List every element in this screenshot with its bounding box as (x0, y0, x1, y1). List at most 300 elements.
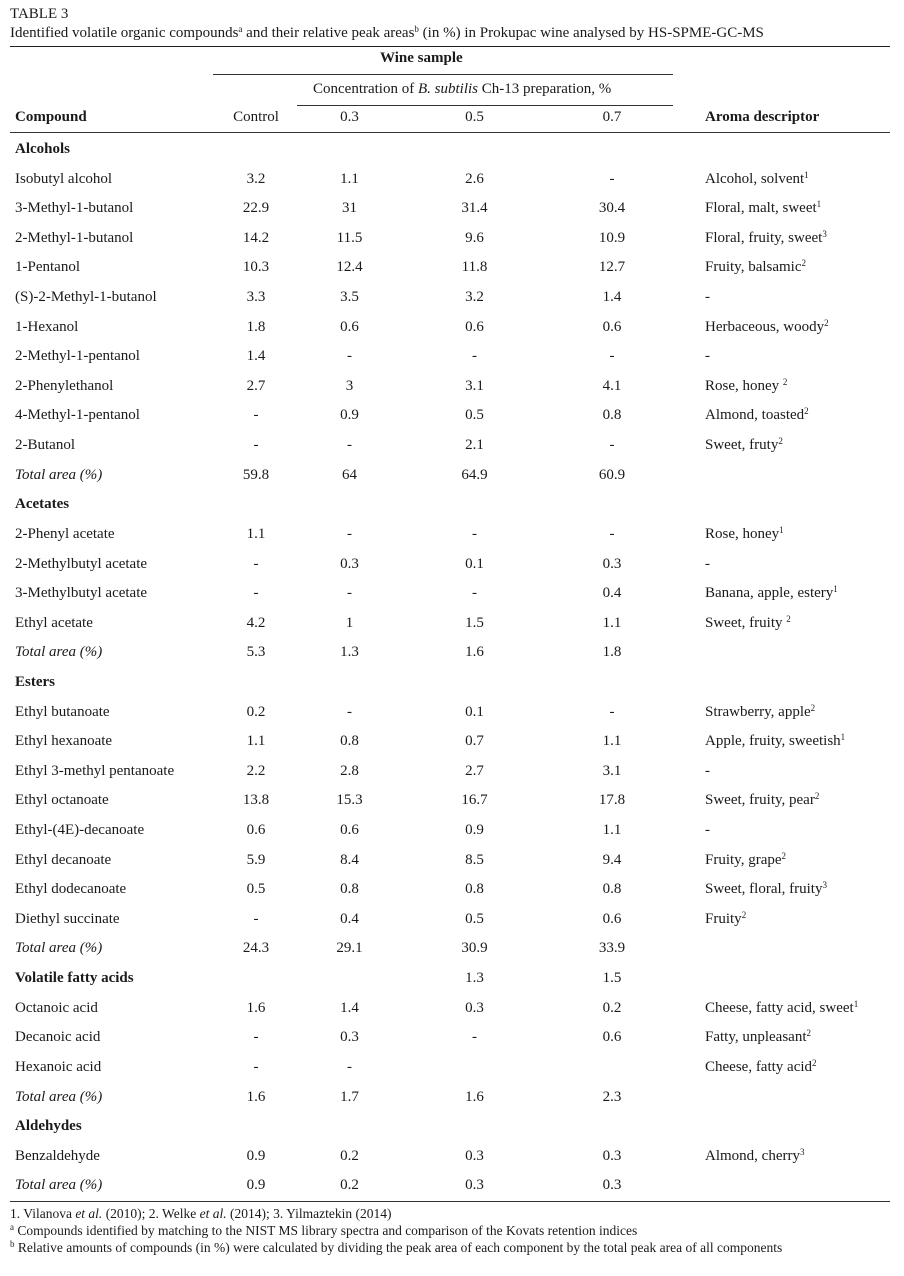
control-value: - (253, 437, 259, 454)
footnote-text: (2014); 3. Yilmaztekin (2014) (226, 1205, 392, 1221)
group-name: Esters (15, 673, 55, 690)
conc-05-value: 0.8 (465, 881, 484, 898)
compound-name: 2-Butanol (15, 437, 75, 454)
conc-07-value: 0.6 (602, 318, 622, 335)
compound-row (10, 1142, 890, 1172)
compound-name: 2-Methyl-1-pentanol (15, 348, 140, 365)
conc-03-value: 1.3 (340, 644, 359, 661)
compound-row (10, 846, 890, 876)
aroma-descriptor (705, 224, 827, 254)
conc-05-value: 0.5 (465, 407, 484, 424)
wine-sample-rule (213, 74, 673, 75)
compound-row (10, 1053, 890, 1083)
reference-mark: 2 (801, 258, 807, 269)
conc-03-value: 0.3 (340, 1029, 359, 1046)
compound-row (10, 579, 890, 609)
compound-row (10, 342, 890, 372)
conc-07-value: 12.7 (598, 259, 626, 276)
total-row (10, 1083, 890, 1113)
control-value: 1.1 (246, 733, 266, 750)
conc-07-value: 0.3 (602, 555, 622, 572)
conc-07-value: 0.3 (602, 1147, 622, 1164)
compound-row (10, 1023, 890, 1053)
compound-name: 2-Methylbutyl acetate (15, 555, 148, 572)
conc-03-value: - (347, 1058, 352, 1075)
conc-05-value: 0.1 (465, 703, 484, 720)
conc-05-value: 0.6 (465, 318, 484, 335)
conc-03-value: 0.8 (340, 733, 359, 750)
conc-05-value: 1.6 (465, 1088, 484, 1105)
conc-03-value: 1.4 (340, 999, 359, 1016)
footnote-mark: b (10, 1238, 15, 1249)
compound-name: Ethyl octanoate (15, 792, 109, 809)
group-heading-row (10, 135, 890, 165)
conc-05-value: 0.9 (465, 822, 484, 839)
compound-row (10, 757, 890, 787)
conc-07-value: 1.1 (602, 733, 622, 750)
control-value: 0.9 (246, 1147, 266, 1164)
compound-column-header: Compound (15, 109, 87, 125)
conc-05-value: 0.3 (465, 999, 484, 1016)
conc-05-value: - (472, 525, 477, 542)
conc-07-value: 0.2 (602, 999, 622, 1016)
compound-row (10, 372, 890, 402)
aroma-text: - (705, 762, 710, 779)
conc-03-value: 31 (342, 200, 357, 217)
compound-name: Ethyl decanoate (15, 851, 112, 868)
conc-07-value: 1.1 (602, 822, 622, 839)
conc-05-column-header: 0.5 (465, 109, 484, 125)
conc-03-value: 0.4 (340, 910, 359, 927)
conc-05-value: - (472, 585, 477, 602)
conc-03-value: 0.6 (340, 822, 359, 839)
compound-name: 3-Methyl-1-butanol (15, 200, 134, 217)
compound-name: Hexanoic acid (15, 1058, 102, 1075)
concentration-text: Concentration of (313, 81, 418, 97)
conc-05-value: 2.7 (465, 762, 484, 779)
conc-05-value: 2.6 (465, 170, 484, 187)
compound-name: 1-Hexanol (15, 318, 79, 335)
group-heading-row (10, 490, 890, 520)
species-name: B. subtilis (417, 81, 478, 97)
footnote-text: Compounds identified by matching to the NIST MS library spectra and comparison of the Kovats retention indices (14, 1222, 638, 1238)
conc-07-value: 9.4 (602, 851, 622, 868)
control-value: 10.3 (242, 259, 270, 276)
conc-03-value: 1 (345, 614, 354, 631)
compound-row (10, 727, 890, 757)
aroma-text: Rose, honey (705, 377, 783, 394)
caption-text: and their relative peak areas (242, 25, 415, 41)
control-value: 22.9 (242, 200, 270, 217)
reference-mark: 3 (799, 1146, 805, 1157)
group-heading-row (10, 1112, 890, 1142)
aroma-column-header: Aroma descriptor (705, 109, 820, 125)
conc-07-value: 2.3 (602, 1088, 622, 1105)
aroma-descriptor (705, 342, 710, 372)
aroma-text: Floral, fruity, sweet (705, 229, 823, 246)
reference-mark: 1 (833, 584, 838, 595)
aroma-text: - (705, 555, 710, 572)
conc-03-value: 0.9 (340, 407, 359, 424)
compound-name: 4-Methyl-1-pentanol (15, 407, 140, 424)
conc-05-value: 31.4 (461, 200, 488, 217)
reference-mark: 2 (786, 613, 791, 624)
control-value: 5.9 (246, 851, 266, 868)
compound-row (10, 816, 890, 846)
group-heading-row (10, 964, 890, 994)
conc-07-value: 1.4 (602, 289, 622, 306)
conc-07-value: 1.8 (602, 644, 622, 661)
conc-07-value: 17.8 (598, 792, 626, 809)
reference-mark: 2 (741, 909, 747, 920)
compound-name: Ethyl-(4E)-decanoate (15, 822, 145, 839)
conc-03-value: 2.8 (340, 762, 359, 779)
conc-03-value: - (347, 348, 352, 365)
conc-07-value: 10.9 (598, 229, 626, 246)
conc-05-value: 0.3 (465, 1147, 484, 1164)
conc-05-value: 64.9 (461, 466, 488, 483)
aroma-text: Sweet, fruty (705, 437, 779, 454)
aroma-text: Almond, toasted (705, 407, 805, 424)
caption-text: Identified volatile organic compounds (10, 25, 239, 41)
compound-name: 3-Methylbutyl acetate (15, 585, 148, 602)
conc-05-value: 2.1 (465, 437, 484, 454)
control-value: 0.6 (246, 822, 266, 839)
compound-row (10, 698, 890, 728)
group-name: Volatile fatty acids (15, 970, 134, 987)
table-caption (10, 24, 890, 46)
control-value: - (253, 555, 259, 572)
reference-mark: 1 (816, 199, 822, 210)
conc-03-value: 15.3 (336, 792, 363, 809)
conc-05-value: 0.3 (465, 1177, 484, 1194)
conc-07-value: 3.1 (602, 762, 622, 779)
reference-mark: 2 (778, 436, 783, 447)
aroma-descriptor (705, 905, 746, 935)
aroma-text: Strawberry, apple (705, 703, 811, 720)
aroma-descriptor (705, 727, 845, 757)
reference-mark: 1 (840, 732, 846, 743)
control-value: 1.6 (246, 1088, 266, 1105)
control-column-header: Control (233, 109, 279, 125)
conc-03-value: - (347, 585, 352, 602)
conc-03-value: - (347, 437, 352, 454)
conc-03-value: 0.2 (340, 1177, 359, 1194)
control-value: 2.7 (246, 377, 266, 394)
reference-mark: 3 (822, 880, 827, 891)
conc-07-column-header: 0.7 (602, 109, 622, 125)
aroma-descriptor (705, 401, 809, 431)
aroma-text: Banana, apple, estery (705, 585, 834, 602)
control-value: 1.8 (246, 318, 266, 335)
control-value: 24.3 (242, 940, 270, 957)
aroma-text: Rose, honey (705, 525, 780, 542)
conc-03-value: 0.3 (340, 555, 359, 572)
compound-row (10, 550, 890, 580)
conc-05-value: 0.7 (465, 733, 484, 750)
conc-05-value: 1.3 (465, 970, 484, 987)
aroma-text: Cheese, fatty acid, sweet (705, 999, 854, 1016)
compound-name: Decanoic acid (15, 1029, 101, 1046)
footnote-text: 1. Vilanova (10, 1205, 76, 1221)
conc-07-value: - (609, 525, 615, 542)
aroma-descriptor (705, 550, 710, 580)
conc-05-value: 3.2 (465, 289, 484, 306)
aroma-text: Sweet, fruity, pear (705, 792, 815, 809)
aroma-text: Fruity, grape (705, 851, 782, 868)
compound-name: Ethyl dodecanoate (15, 881, 127, 898)
compound-row (10, 253, 890, 283)
reference-mark: 2 (806, 1028, 812, 1039)
reference-mark: 2 (812, 1057, 817, 1068)
aroma-descriptor (705, 757, 710, 787)
conc-03-value: 1.7 (340, 1088, 359, 1105)
table-label: TABLE 3 (10, 6, 69, 22)
conc-03-value: 1.1 (340, 170, 359, 187)
conc-07-value: - (609, 348, 615, 365)
compound-row (10, 313, 890, 343)
compound-row (10, 520, 890, 550)
aroma-text: Fatty, unpleasant (705, 1029, 807, 1046)
conc-03-column-header: 0.3 (340, 109, 359, 125)
group-name: Acetates (15, 496, 70, 513)
footnote-text: et al. (199, 1205, 227, 1221)
conc-03-value: 0.6 (340, 318, 359, 335)
compound-name: Ethyl hexanoate (15, 733, 113, 750)
aroma-descriptor (705, 165, 809, 195)
conc-07-value: 0.6 (602, 910, 622, 927)
conc-03-value: 11.5 (336, 229, 363, 246)
total-row (10, 638, 890, 668)
aroma-text: Apple, fruity, sweetish (705, 733, 841, 750)
conc-07-value: 0.8 (602, 407, 622, 424)
total-row (10, 1171, 890, 1201)
compound-row (10, 194, 890, 224)
conc-03-value: 0.8 (340, 881, 359, 898)
control-value: 2.2 (246, 762, 266, 779)
conc-05-value: - (472, 1029, 477, 1046)
conc-07-value: - (609, 170, 615, 187)
reference-mark: 2 (810, 702, 816, 713)
reference-mark: 2 (824, 317, 829, 328)
control-value: 0.9 (246, 1177, 266, 1194)
aroma-text: Sweet, fruity (705, 614, 787, 631)
conc-03-value: 3 (345, 377, 354, 394)
reference-mark: 1 (804, 169, 809, 180)
reference-mark: 1 (779, 524, 784, 535)
compound-row (10, 875, 890, 905)
aroma-descriptor (705, 372, 787, 402)
compound-name: Isobutyl alcohol (15, 170, 113, 187)
conc-03-value: 29.1 (336, 940, 363, 957)
compound-row (10, 609, 890, 639)
conc-03-value: 12.4 (336, 259, 363, 276)
compound-name: Ethyl 3-methyl pentanoate (15, 762, 175, 779)
conc-05-value: 8.5 (465, 851, 484, 868)
conc-07-value: 0.3 (602, 1177, 622, 1194)
aroma-text: - (705, 289, 710, 306)
aroma-text: - (705, 348, 710, 365)
control-value: 14.2 (242, 229, 270, 246)
control-value: 0.5 (246, 881, 266, 898)
aroma-descriptor (705, 579, 838, 609)
compound-name: Octanoic acid (15, 999, 98, 1016)
compound-name: Ethyl acetate (15, 614, 93, 631)
aroma-text: Almond, cherry (705, 1147, 800, 1164)
compound-name: Total area (%) (15, 940, 103, 957)
aroma-descriptor (705, 253, 806, 283)
compound-name: Total area (%) (15, 1177, 103, 1194)
compound-row (10, 224, 890, 254)
concentration-header (313, 81, 611, 98)
aroma-descriptor (705, 283, 710, 313)
footnote-text: et al. (75, 1205, 103, 1221)
compound-row (10, 905, 890, 935)
conc-07-value: 0.6 (602, 1029, 622, 1046)
reference-mark: 2 (782, 376, 788, 387)
compound-row (10, 283, 890, 313)
footnotes (10, 1202, 890, 1256)
aroma-descriptor (705, 698, 815, 728)
aroma-descriptor (705, 1023, 811, 1053)
concentration-rule (297, 105, 673, 106)
conc-05-value: 3.1 (465, 377, 484, 394)
control-value: - (253, 407, 259, 424)
table-body (10, 133, 890, 1201)
reference-mark: 2 (814, 791, 820, 802)
conc-07-value: 30.4 (598, 200, 626, 217)
references-footnote (10, 1205, 890, 1222)
aroma-text: Alcohol, solvent (705, 170, 805, 187)
reference-mark: 3 (822, 228, 827, 239)
group-heading-row (10, 668, 890, 698)
control-value: 0.2 (246, 703, 266, 720)
compound-name: 2-Phenyl acetate (15, 525, 115, 542)
total-row (10, 461, 890, 491)
reference-mark: 1 (853, 998, 859, 1009)
table-header (10, 47, 890, 132)
compound-name: Total area (%) (15, 1088, 103, 1105)
aroma-descriptor (705, 1053, 817, 1083)
conc-05-value: - (472, 348, 477, 365)
compound-row (10, 431, 890, 461)
control-value: - (253, 1029, 259, 1046)
aroma-text: - (705, 822, 710, 839)
footnote-b (10, 1239, 890, 1256)
conc-05-value: 0.5 (465, 910, 484, 927)
aroma-descriptor (705, 994, 858, 1024)
aroma-descriptor (705, 313, 829, 343)
compound-row (10, 994, 890, 1024)
conc-07-value: 4.1 (602, 377, 622, 394)
control-value: 3.3 (246, 289, 266, 306)
compound-name: Benzaldehyde (15, 1147, 100, 1164)
compound-name: 2-Methyl-1-butanol (15, 229, 134, 246)
compound-row (10, 786, 890, 816)
aroma-text: Cheese, fatty acid (705, 1058, 813, 1075)
control-value: 3.2 (246, 170, 266, 187)
conc-05-value: 30.9 (461, 940, 488, 957)
aroma-text: Fruity, balsamic (705, 259, 802, 276)
conc-05-value: 11.8 (461, 259, 488, 276)
conc-03-value: 64 (342, 466, 357, 483)
compound-name: Total area (%) (15, 644, 103, 661)
conc-07-value: 0.4 (602, 585, 622, 602)
conc-05-value: 16.7 (461, 792, 488, 809)
conc-03-value: - (347, 703, 352, 720)
conc-07-value: 1.1 (602, 614, 622, 631)
conc-03-value: 3.5 (340, 289, 359, 306)
conc-07-value: 1.5 (602, 970, 622, 987)
footnote-text: Relative amounts of compounds (in %) were calculated by dividing the peak area of each component by the total peak area of all components (14, 1239, 783, 1255)
aroma-descriptor (705, 786, 819, 816)
conc-05-value: 1.5 (465, 614, 484, 631)
aroma-text: Floral, malt, sweet (705, 200, 817, 217)
control-value: - (253, 1058, 259, 1075)
control-value: 5.3 (246, 644, 266, 661)
control-value: - (253, 910, 259, 927)
conc-07-value: - (609, 437, 615, 454)
caption-text: (in %) in Prokupac wine analysed by HS-SPME-GC-MS (418, 25, 764, 41)
footnote-text: (2010); 2. Welke (102, 1205, 200, 1221)
conc-03-value: - (347, 525, 352, 542)
conc-05-value: 0.1 (465, 555, 484, 572)
total-row (10, 934, 890, 964)
conc-03-value: 8.4 (340, 851, 359, 868)
aroma-descriptor (705, 816, 710, 846)
compound-name: Ethyl butanoate (15, 703, 110, 720)
aroma-descriptor (705, 875, 827, 905)
aroma-descriptor (705, 431, 783, 461)
caption-footnote-mark: a (238, 24, 243, 34)
control-value: 59.8 (242, 466, 270, 483)
aroma-descriptor (705, 1142, 804, 1172)
compound-row (10, 401, 890, 431)
table-document (10, 5, 890, 1256)
conc-07-value: 60.9 (598, 466, 626, 483)
aroma-descriptor (705, 194, 821, 224)
compound-name: 2-Phenylethanol (15, 377, 114, 394)
control-value: 1.6 (246, 999, 266, 1016)
group-name: Alcohols (15, 141, 71, 157)
aroma-descriptor (705, 520, 784, 550)
aroma-text: Fruity (705, 910, 742, 927)
concentration-text: Ch-13 preparation, % (478, 81, 612, 97)
aroma-text: Herbaceous, woody (705, 318, 825, 335)
footnote-a (10, 1222, 890, 1239)
conc-07-value: 0.8 (602, 881, 622, 898)
compound-name: 1-Pentanol (15, 259, 80, 276)
reference-mark: 2 (804, 406, 809, 417)
reference-mark: 2 (781, 850, 787, 861)
control-value: 4.2 (246, 614, 266, 631)
footnote-mark: a (10, 1221, 14, 1232)
aroma-descriptor (705, 846, 786, 876)
wine-sample-header: Wine sample (380, 50, 463, 66)
caption-footnote-mark: b (414, 24, 419, 34)
group-name: Aldehydes (15, 1118, 82, 1135)
conc-07-value: - (609, 703, 615, 720)
compound-name: Total area (%) (15, 466, 103, 483)
control-value: 13.8 (242, 792, 270, 809)
control-value: 1.1 (246, 525, 266, 542)
control-value: 1.4 (246, 348, 266, 365)
control-value: - (253, 585, 259, 602)
conc-05-value: 9.6 (465, 229, 484, 246)
compound-row (10, 165, 890, 195)
conc-05-value: 1.6 (465, 644, 484, 661)
compound-name: Diethyl succinate (15, 910, 120, 927)
